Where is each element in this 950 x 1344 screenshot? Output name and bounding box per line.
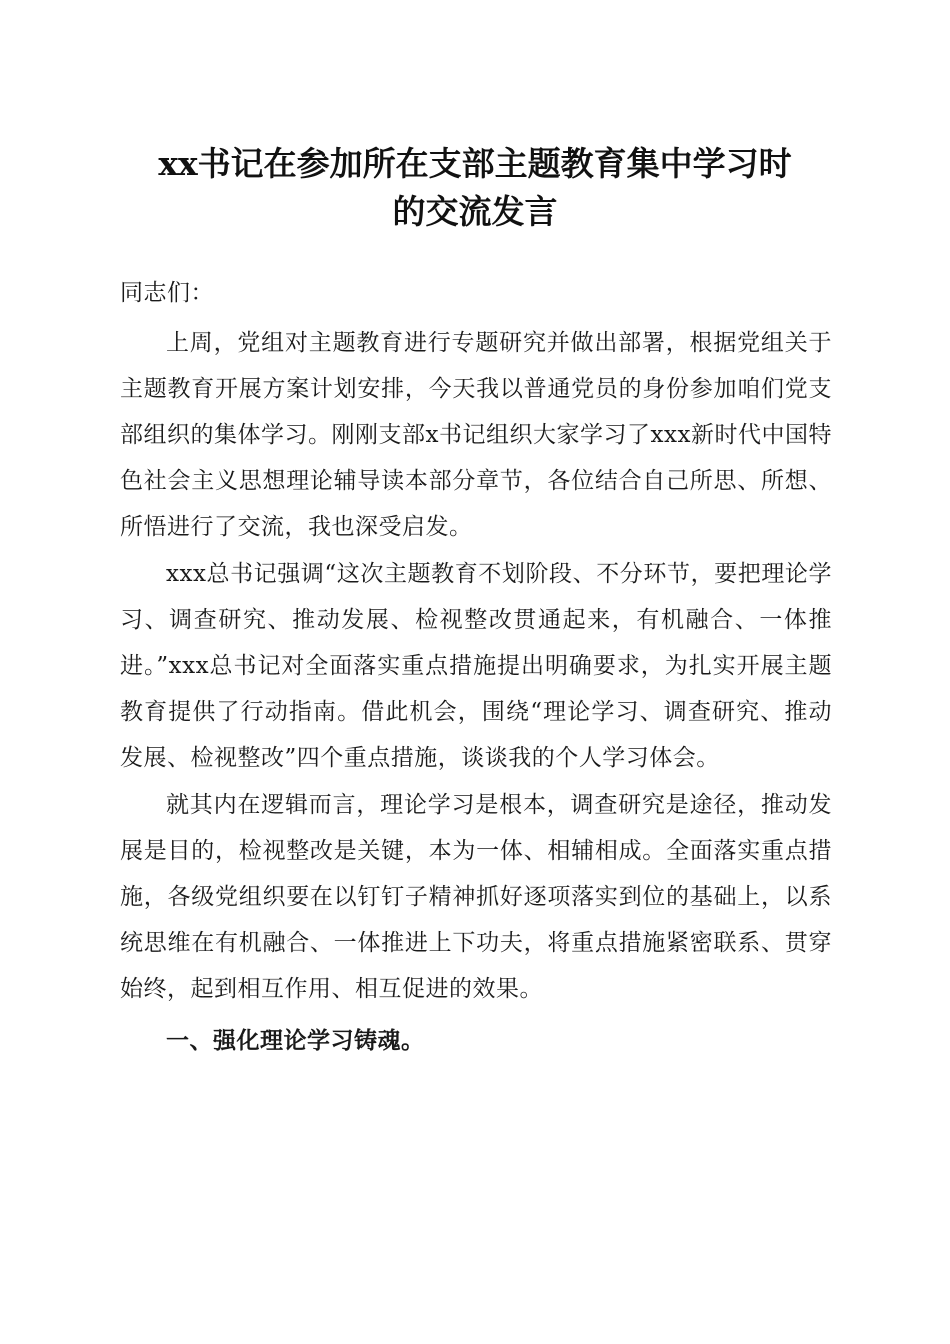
paragraph-1: 上周，党组对主题教育进行专题研究并做出部署，根据党组关于主题教育开展方案计划安排，今天我以普通党员的身份参加咱们党支部组织的集体学习。刚刚支部x书记组织大家学习了xxx新时代中国特色社会主义思想理论辅导读本部分章节，各位结合自己所思、所想、所悟进行了交流，我也深受启发。 <box>120 330 832 540</box>
document-title-line-1: xx书记在参加所在支部主题教育集中学习时 <box>158 144 792 183</box>
paragraph-3: 就其内在逻辑而言，理论学习是根本，调查研究是途径，推动发展是目的，检视整改是关键，本为一体、相辅相成。全面落实重点措施，各级党组织要在以钉钉子精神抓好逐项落实到位的基础上，以系统思维在有机融合、一体推进上下功夫，将重点措施紧密联系、贯穿始终，起到相互作用、相互促进的效果。 <box>120 792 832 1002</box>
salutation: 同志们： <box>120 280 214 306</box>
document-title-line-2: 的交流发言 <box>392 192 558 231</box>
document-body <box>120 270 832 1064</box>
paragraph-2: xxx总书记强调“这次主题教育不划阶段、不分环节，要把理论学习、调查研究、推动发展、检视整改贯通起来，有机融合、一体推进。”xxx总书记对全面落实重点措施提出明确要求，为扎实开展主题教育提供了行动指南。借此机会，围绕“理论学习、调查研究、推动发展、检视整改”四个重点措施，谈谈我的个人学习体会。 <box>120 561 832 771</box>
section-heading: 一、强化理论学习铸魂。 <box>166 1028 425 1054</box>
